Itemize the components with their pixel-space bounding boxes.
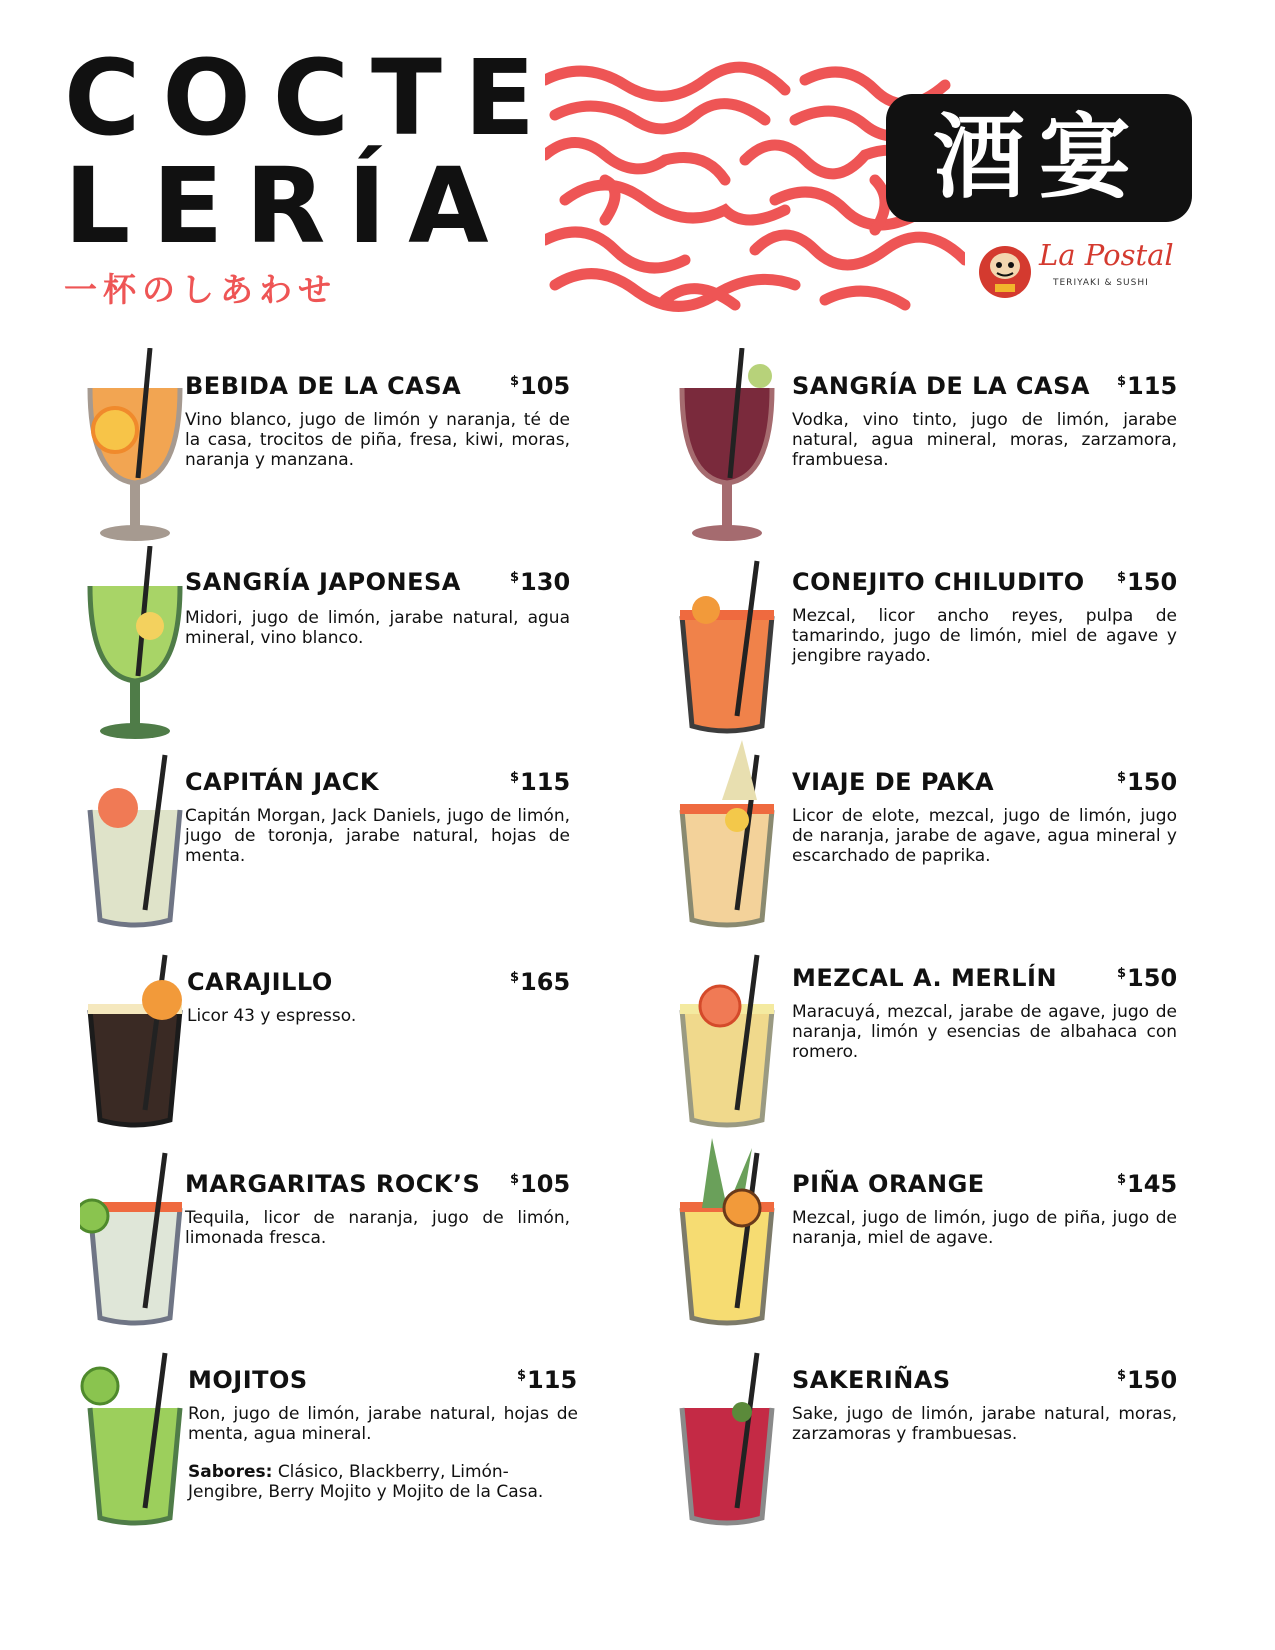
page-title-line-1: COCTE <box>64 37 558 159</box>
menu-item <box>80 740 590 930</box>
logo-subtitle: TERIYAKI & SUSHI <box>1053 278 1149 288</box>
item-description: Vino blanco, jugo de limón y naranja, té de la casa, trocitos de piña, fresa, kiwi, moras, naranja y manzana. <box>185 410 570 470</box>
item-name: CARAJILLO <box>187 968 333 996</box>
item-price: $150 <box>1117 768 1178 796</box>
restaurant-logo <box>975 238 1175 308</box>
menu-item <box>672 1138 1212 1328</box>
title-block <box>64 37 558 311</box>
item-description: Capitán Morgan, Jack Daniels, jugo de limón, jugo de toronja, jarabe natural, hojas de menta. <box>185 806 570 866</box>
item-price: $105 <box>510 1170 571 1198</box>
item-price: $165 <box>510 968 571 996</box>
menu-item <box>672 1338 1212 1538</box>
item-price: $150 <box>1117 1366 1178 1394</box>
item-description: Licor 43 y espresso. <box>187 1006 357 1026</box>
item-price: $150 <box>1117 568 1178 596</box>
item-description: Maracuyá, mezcal, jarabe de agave, jugo de naranja, limón y esencias de albahaca con romero. <box>792 1002 1177 1062</box>
rocks-glass-grapefruit-icon <box>672 940 782 1140</box>
menu-item <box>80 1138 590 1328</box>
menu-item <box>672 740 1212 930</box>
item-price: $105 <box>510 372 571 400</box>
item-price: $150 <box>1117 964 1178 992</box>
item-name: CAPITÁN JACK <box>185 768 379 796</box>
item-description: Tequila, licor de naranja, jugo de limón, limonada fresca. <box>185 1208 570 1248</box>
menu-item <box>80 348 590 538</box>
item-name: MOJITOS <box>188 1366 308 1394</box>
item-name: VIAJE DE PAKA <box>792 768 995 796</box>
item-description: Mezcal, jugo de limón, jugo de piña, jugo de naranja, miel de agave. <box>792 1208 1177 1248</box>
item-name: BEBIDA DE LA CASA <box>185 372 462 400</box>
highball-grapefruit-icon <box>80 740 190 940</box>
rocks-glass-berry-icon <box>672 1338 782 1538</box>
menu-item <box>80 546 590 736</box>
rocks-glass-corn-icon <box>672 740 782 940</box>
item-name: MARGARITAS ROCK’S <box>185 1170 481 1198</box>
item-price: $115 <box>517 1366 578 1394</box>
menu-item <box>672 940 1212 1130</box>
item-name: MEZCAL A. MERLÍN <box>792 964 1058 992</box>
menu-item <box>80 940 590 1130</box>
item-name: SAKERIÑAS <box>792 1366 951 1394</box>
rocks-glass-tamarind-icon <box>672 546 782 746</box>
item-description: Sake, jugo de limón, jarabe natural, moras, zarzamoras y frambuesas. <box>792 1404 1177 1444</box>
wine-glass-red-icon <box>672 348 782 548</box>
menu-item <box>672 348 1212 538</box>
wine-glass-green-icon <box>80 546 190 746</box>
item-name: CONEJITO CHILUDITO <box>792 568 1085 596</box>
item-name: PIÑA ORANGE <box>792 1170 985 1198</box>
logo-name: La Postal <box>1039 238 1174 272</box>
page-subtitle-japanese: 一杯のしあわせ <box>64 270 337 309</box>
item-price: $145 <box>1117 1170 1178 1198</box>
item-name: SANGRÍA JAPONESA <box>185 568 461 596</box>
kanji-badge: 酒宴 <box>886 94 1192 222</box>
item-price: $115 <box>1117 372 1178 400</box>
item-flavors: Sabores: Clásico, Blackberry, Limón-Jengibre, Berry Mojito y Mojito de la Casa. <box>188 1462 544 1502</box>
item-price: $115 <box>510 768 571 796</box>
menu-item <box>80 1338 600 1538</box>
item-price: $130 <box>510 568 571 596</box>
highball-mojito-icon <box>80 1338 190 1538</box>
menu-item <box>672 546 1212 736</box>
rocks-glass-coffee-icon <box>80 940 190 1140</box>
item-description: Licor de elote, mezcal, jugo de limón, jugo de naranja, jarabe de agave, agua mineral y escarchado de paprika. <box>792 806 1177 866</box>
item-description: Ron, jugo de limón, jarabe natural, hojas de menta, agua mineral. <box>188 1404 578 1444</box>
item-description: Midori, jugo de limón, jarabe natural, agua mineral, vino blanco. <box>185 608 570 648</box>
wine-glass-orange-icon <box>80 348 190 548</box>
item-description: Mezcal, licor ancho reyes, pulpa de tamarindo, jugo de limón, miel de agave y jengibre rayado. <box>792 606 1177 666</box>
daruma-icon <box>975 238 1035 300</box>
rocks-glass-lime-icon <box>80 1138 190 1338</box>
item-description: Vodka, vino tinto, jugo de limón, jarabe natural, agua mineral, moras, zarzamora, frambuesa. <box>792 410 1177 470</box>
item-name: SANGRÍA DE LA CASA <box>792 372 1090 400</box>
page-title-line-2: LERÍA <box>64 145 511 267</box>
rocks-glass-pineapple-icon <box>672 1138 782 1338</box>
